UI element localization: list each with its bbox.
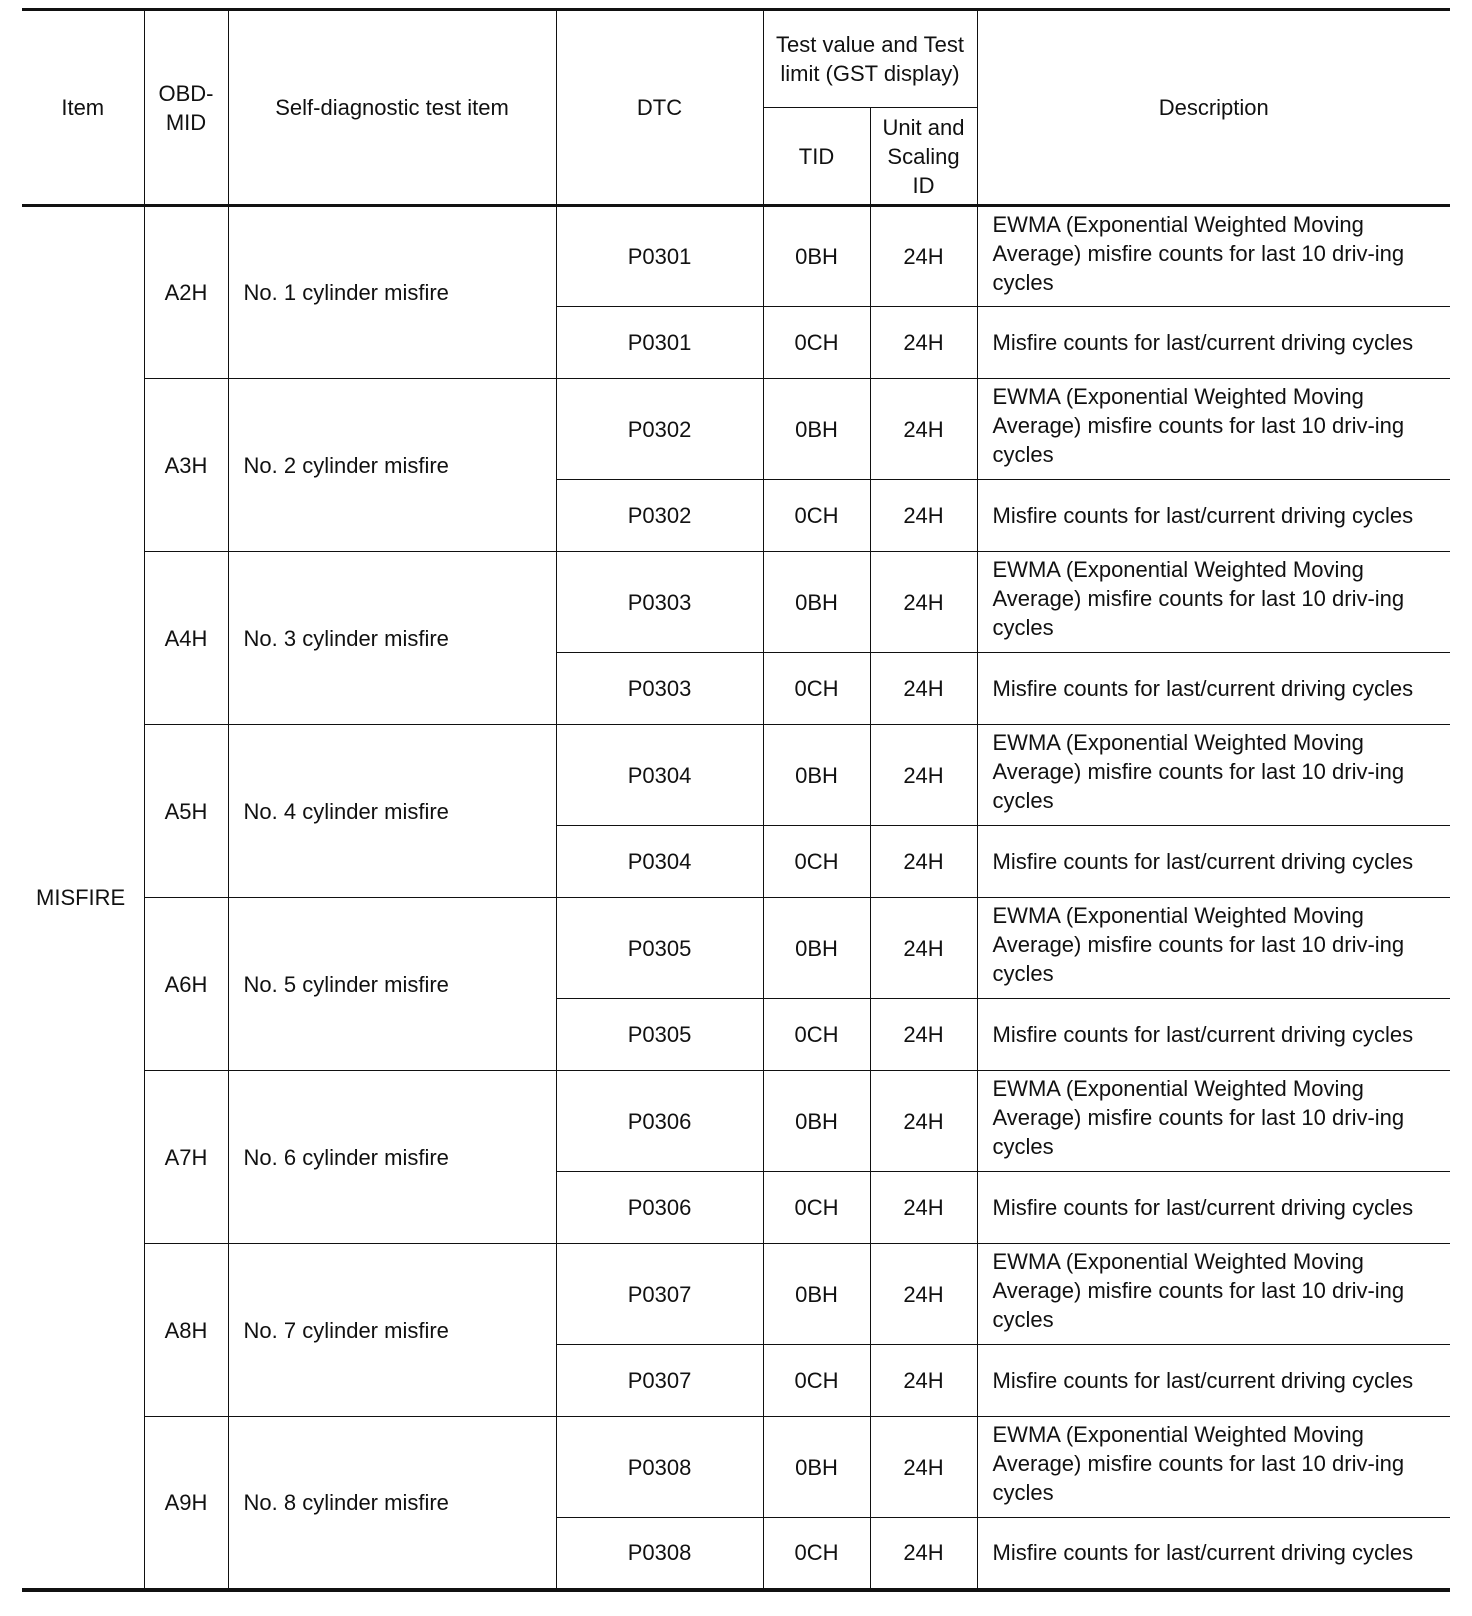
- table-row: [22, 725, 1450, 826]
- unit-cell: 24H: [870, 1518, 977, 1590]
- header-unit-scaling: Unit and Scaling ID: [870, 108, 977, 206]
- dtc-cell: P0307: [556, 1345, 763, 1417]
- description-cell: EWMA (Exponential Weighted Moving Average) misfire counts for last 10 driv-ing cycles: [977, 1417, 1450, 1518]
- unit-cell: 24H: [870, 552, 977, 653]
- tid-cell: 0CH: [763, 1345, 870, 1417]
- unit-cell: 24H: [870, 379, 977, 480]
- obd-mid-cell: A4H: [144, 552, 228, 725]
- unit-cell: 24H: [870, 999, 977, 1071]
- obd-mid-cell: A6H: [144, 898, 228, 1071]
- unit-cell: 24H: [870, 1071, 977, 1172]
- unit-cell: 24H: [870, 480, 977, 552]
- test-item-cell: No. 1 cylinder misfire: [228, 206, 556, 379]
- tid-cell: 0CH: [763, 1172, 870, 1244]
- tid-cell: 0BH: [763, 552, 870, 653]
- tid-cell: 0CH: [763, 480, 870, 552]
- description-cell: EWMA (Exponential Weighted Moving Average) misfire counts for last 10 driv-ing cycles: [977, 725, 1450, 826]
- dtc-cell: P0302: [556, 480, 763, 552]
- table-body: [22, 206, 1450, 1590]
- tid-cell: 0BH: [763, 1417, 870, 1518]
- obd-mid-cell: A8H: [144, 1244, 228, 1417]
- test-item-cell: No. 8 cylinder misfire: [228, 1417, 556, 1590]
- obd-mid-cell: A3H: [144, 379, 228, 552]
- test-item-cell: No. 2 cylinder misfire: [228, 379, 556, 552]
- description-cell: Misfire counts for last/current driving cycles: [977, 307, 1450, 379]
- unit-cell: 24H: [870, 307, 977, 379]
- test-item-cell: No. 5 cylinder misfire: [228, 898, 556, 1071]
- unit-cell: 24H: [870, 898, 977, 999]
- header-description: Description: [977, 10, 1450, 206]
- dtc-cell: P0302: [556, 379, 763, 480]
- tid-cell: 0BH: [763, 1244, 870, 1345]
- tid-cell: 0BH: [763, 1071, 870, 1172]
- dtc-cell: P0305: [556, 999, 763, 1071]
- header-test-item: Self-diagnostic test item: [228, 10, 556, 206]
- description-cell: EWMA (Exponential Weighted Moving Average) misfire counts for last 10 driv-ing cycles: [977, 552, 1450, 653]
- unit-cell: 24H: [870, 1172, 977, 1244]
- header-tid: TID: [763, 108, 870, 206]
- obd-mid-misfire-table: [22, 8, 1450, 1592]
- table-row: [22, 1417, 1450, 1518]
- description-cell: Misfire counts for last/current driving cycles: [977, 480, 1450, 552]
- test-item-cell: No. 6 cylinder misfire: [228, 1071, 556, 1244]
- test-item-cell: No. 3 cylinder misfire: [228, 552, 556, 725]
- description-cell: EWMA (Exponential Weighted Moving Average) misfire counts for last 10 driv-ing cycles: [977, 898, 1450, 999]
- obd-mid-cell: A7H: [144, 1071, 228, 1244]
- unit-cell: 24H: [870, 653, 977, 725]
- dtc-cell: P0308: [556, 1417, 763, 1518]
- dtc-cell: P0301: [556, 307, 763, 379]
- header-item: Item: [22, 10, 144, 206]
- unit-cell: 24H: [870, 826, 977, 898]
- dtc-cell: P0307: [556, 1244, 763, 1345]
- table-row: [22, 898, 1450, 999]
- dtc-cell: P0303: [556, 653, 763, 725]
- unit-cell: 24H: [870, 725, 977, 826]
- description-cell: EWMA (Exponential Weighted Moving Average) misfire counts for last 10 driv-ing cycles: [977, 1244, 1450, 1345]
- test-item-cell: No. 4 cylinder misfire: [228, 725, 556, 898]
- description-cell: Misfire counts for last/current driving cycles: [977, 1518, 1450, 1590]
- dtc-cell: P0304: [556, 826, 763, 898]
- unit-cell: 24H: [870, 1244, 977, 1345]
- dtc-cell: P0306: [556, 1071, 763, 1172]
- table-row: [22, 1244, 1450, 1345]
- description-cell: EWMA (Exponential Weighted Moving Average) misfire counts for last 10 driv-ing cycles: [977, 379, 1450, 480]
- tid-cell: 0BH: [763, 898, 870, 999]
- table-row: [22, 552, 1450, 653]
- test-item-cell: No. 7 cylinder misfire: [228, 1244, 556, 1417]
- table-row: [22, 206, 1450, 307]
- header-dtc: DTC: [556, 10, 763, 206]
- table-header: [22, 10, 1450, 206]
- table-row: [22, 379, 1450, 480]
- description-cell: EWMA (Exponential Weighted Moving Average) misfire counts for last 10 driv-ing cycles: [977, 1071, 1450, 1172]
- description-cell: Misfire counts for last/current driving cycles: [977, 1172, 1450, 1244]
- header-test-value-group: Test value and Test limit (GST display): [763, 10, 977, 108]
- dtc-cell: P0306: [556, 1172, 763, 1244]
- dtc-cell: P0308: [556, 1518, 763, 1590]
- header-obd-mid: OBD-MID: [144, 10, 228, 206]
- tid-cell: 0CH: [763, 307, 870, 379]
- tid-cell: 0BH: [763, 379, 870, 480]
- table-row: [22, 1071, 1450, 1172]
- obd-mid-cell: A2H: [144, 206, 228, 379]
- obd-mid-cell: A5H: [144, 725, 228, 898]
- description-cell: Misfire counts for last/current driving cycles: [977, 999, 1450, 1071]
- description-cell: Misfire counts for last/current driving cycles: [977, 653, 1450, 725]
- tid-cell: 0CH: [763, 826, 870, 898]
- dtc-cell: P0303: [556, 552, 763, 653]
- dtc-cell: P0305: [556, 898, 763, 999]
- obd-mid-cell: A9H: [144, 1417, 228, 1590]
- dtc-cell: P0301: [556, 206, 763, 307]
- unit-cell: 24H: [870, 1417, 977, 1518]
- tid-cell: 0CH: [763, 653, 870, 725]
- tid-cell: 0CH: [763, 999, 870, 1071]
- unit-cell: 24H: [870, 206, 977, 307]
- tid-cell: 0BH: [763, 725, 870, 826]
- dtc-cell: P0304: [556, 725, 763, 826]
- unit-cell: 24H: [870, 1345, 977, 1417]
- description-cell: Misfire counts for last/current driving cycles: [977, 1345, 1450, 1417]
- tid-cell: 0CH: [763, 1518, 870, 1590]
- description-cell: EWMA (Exponential Weighted Moving Average) misfire counts for last 10 driv-ing cycles: [977, 206, 1450, 307]
- tid-cell: 0BH: [763, 206, 870, 307]
- item-cell: MISFIRE: [22, 206, 144, 1590]
- description-cell: Misfire counts for last/current driving cycles: [977, 826, 1450, 898]
